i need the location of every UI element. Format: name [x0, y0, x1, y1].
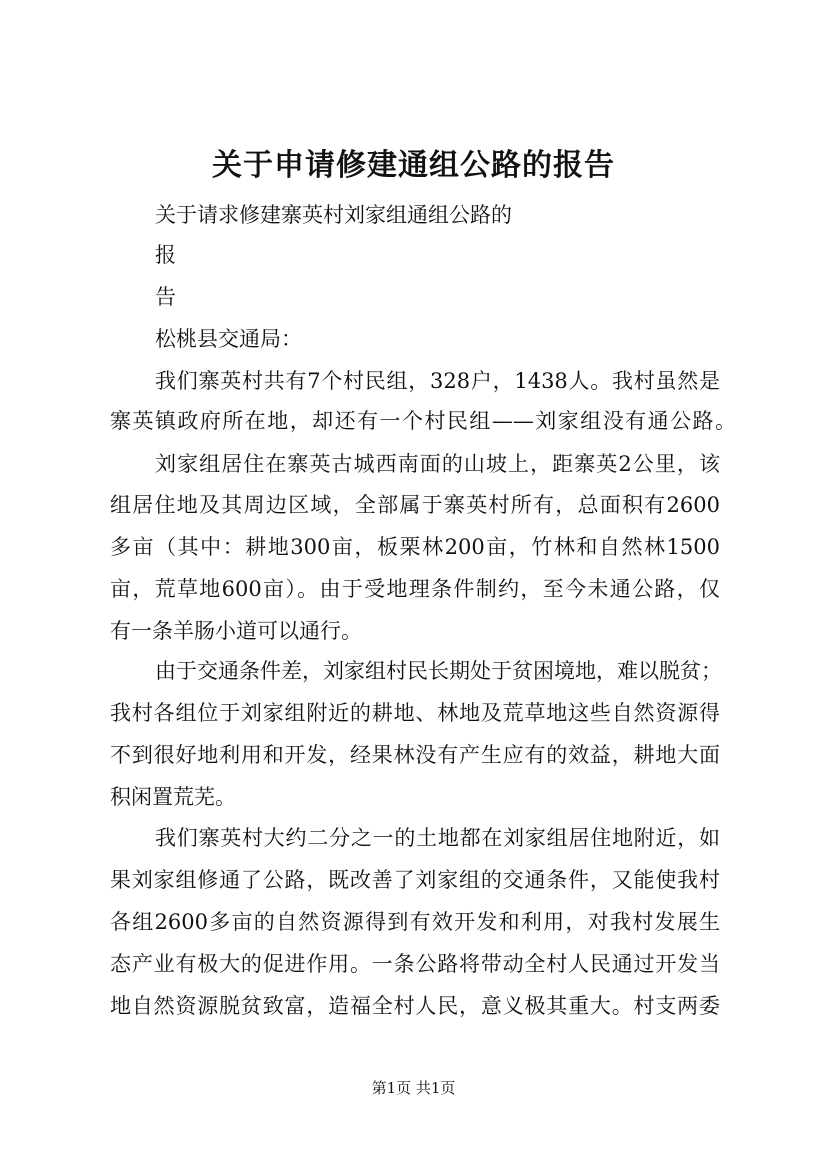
body-line: 各组2600多亩的自然资源得到有效开发和利用，对我村发展生: [110, 910, 720, 934]
page-footer: 第1页 共1页: [371, 1079, 456, 1097]
body-line: 不到很好地利用和开发，经果林没有产生应有的效益，耕地大面: [110, 743, 720, 767]
body-line: 组居住地及其周边区域，全部属于寨英村所有，总面积有2600: [110, 493, 720, 517]
body-line: 积闲置荒芜。: [110, 785, 236, 809]
body-line: 多亩（其中：耕地300亩，板栗林200亩，竹林和自然林1500: [110, 535, 720, 559]
body-line: 地自然资源脱贫致富，造福全村人民，意义极其重大。村支两委: [110, 994, 720, 1018]
body-line: 态产业有极大的促进作用。一条公路将带动全村人民通过开发当: [110, 952, 720, 976]
body-line: 我们寨英村大约二分之一的土地都在刘家组居住地附近，如: [155, 826, 720, 850]
body-line: 由于交通条件差，刘家组村民长期处于贫困境地，难以脱贫；: [155, 659, 722, 683]
body-line: 寨英镇政府所在地，却还有一个村民组——刘家组没有通公路。: [110, 409, 736, 433]
document-title: 关于申请修建通组公路的报告: [212, 148, 615, 183]
body-line: 刘家组居住在寨英古城西南面的山坡上，距寨英2公里，该: [155, 452, 720, 476]
subtitle-line-1: 关于请求修建寨英村刘家组通组公路的: [155, 203, 512, 227]
body-line: 亩，荒草地600亩）。由于受地理条件制约，至今未通公路，仅: [110, 577, 720, 601]
body-line: 果刘家组修通了公路，既改善了刘家组的交通条件，又能使我村: [110, 868, 720, 892]
body-line: 有一条羊肠小道可以通行。: [110, 619, 362, 643]
salutation: 松桃县交通局：: [155, 327, 302, 351]
body-line: 我村各组位于刘家组附近的耕地、林地及荒草地这些自然资源得: [110, 701, 720, 725]
body-line: 我们寨英村共有7个村民组，328户，1438人。我村虽然是: [155, 369, 720, 393]
subtitle-line-2: 报: [155, 243, 176, 267]
subtitle-line-3: 告: [155, 285, 176, 309]
